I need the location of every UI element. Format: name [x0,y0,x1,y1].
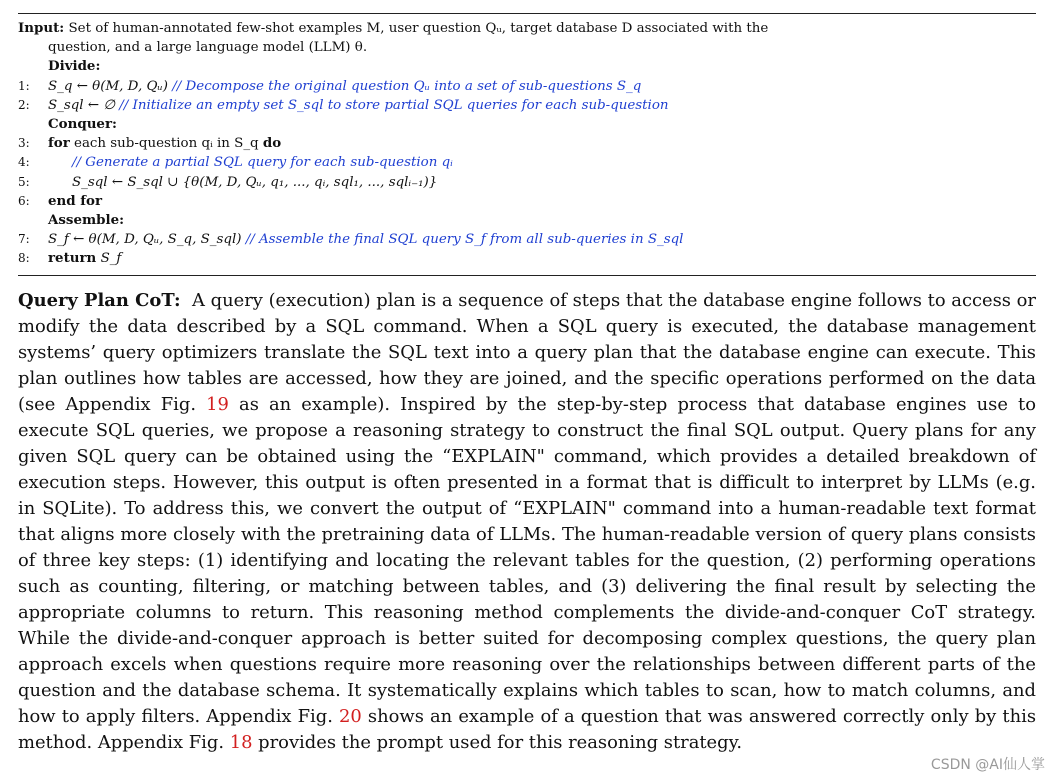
conquer-label: Conquer: [48,115,117,132]
paragraph-text-2: as an example). Inspired by the step-by-step process that database engines use to execute SQL queries, we propose a reasoning strategy to construct the final SQL output. Query plans for any given SQL query can be obtained using the “EXPLAIN" command, which provides a detailed breakdown of execution steps. However, this output is often presented in a format that is difficult to interpret by LLMs (e.g. in SQLite). To address this, we convert the output of “EXPLAIN" command into a human-readable text format that aligns more closely with the pretraining data of LLMs. The human-readable version of query plans consists of three key steps: (1) identifying and locating the relevant tables for the question, (2) performing operations such as counting, filtering, or matching between tables, and (3) delivering the final result by selecting the appropriate columns to return. This reasoning method complements the divide-and-conquer CoT strategy. While the divide-and-conquer approach is better suited for decomposing complex questions, the query plan approach excels when questions require more reasoning over the relationships between different parts of the question and the database schema. It systematically explains which tables to scan, how to match columns, and how to apply filters. Appendix Fig. [18,394,1037,727]
paragraph-text-1: A query (execution) plan is a sequence of steps that the database engine follows to access or modify the data described by a SQL command. When a SQL query is executed, the database management systems’ query optimizers translate the SQL text into a query plan that the database engine can execute. This plan outlines how tables are accessed, how they are joined, and the specific operations performed on the data (see Appendix Fig. [18,290,1036,415]
figure-ref-18[interactable]: 18 [229,732,253,753]
algorithm-line-5 [18,173,1028,192]
line-code: each sub-question qᵢ in S_q [74,136,259,152]
conquer-heading [18,115,1028,134]
algorithm-input-line [18,19,1028,38]
algorithm-line-3 [18,134,1028,153]
keyword-end-for: end for [48,192,103,209]
paragraph-text-4: provides the prompt used for this reasoning strategy. [258,732,743,753]
keyword-return: return [48,250,97,267]
algorithm-line-1 [18,77,1028,96]
line-number: 4: [18,155,30,170]
input-text-cont: question, and a large language model (LLM) θ. [48,40,368,56]
paragraph-heading: Query Plan CoT: [18,290,181,311]
assemble-heading [18,211,1028,230]
bottom-rule [18,275,1036,276]
top-rule [18,13,1036,14]
line-comment: // Generate a partial SQL query for each sub-question qᵢ [72,155,453,171]
line-comment: // Decompose the original question Qᵤ into a set of sub-questions S_q [172,78,642,94]
input-label: Input: [18,20,65,36]
line-number: 3: [18,136,30,151]
figure-ref-19[interactable]: 19 [206,394,229,415]
algorithm-input-cont [18,38,1028,57]
line-comment: // Initialize an empty set S_sql to store partial SQL queries for each sub-question [119,97,669,113]
algorithm-block [18,19,1028,268]
line-number: 6: [18,193,30,208]
query-plan-paragraph [18,288,1036,756]
input-text: Set of human-annotated few-shot examples M, user question Qᵤ, target database D associated with the [68,21,769,36]
paragraph-text-3: shows an example of a question that was answered correctly only by this method. Appendix Fig. [18,706,1037,753]
algorithm-line-6 [18,192,1028,211]
divide-label: Divide: [48,58,101,75]
algorithm-line-8 [18,249,1028,268]
line-code: S_sql ← ∅ [48,97,115,113]
algorithm-line-7 [18,230,1028,249]
divide-heading [18,57,1028,76]
line-number: 5: [18,174,30,189]
algorithm-line-2 [18,96,1028,115]
line-number: 8: [18,251,30,266]
keyword-for: for [48,135,70,152]
algorithm-line-4 [18,153,1028,172]
assemble-label: Assemble: [48,211,125,228]
line-code: S_f [100,251,122,267]
line-number: 1: [18,78,30,93]
line-number: 7: [18,232,30,247]
line-code: S_sql ← S_sql ∪ {θ(M, D, Qᵤ, q₁, ..., qᵢ, sql₁, ..., sqlᵢ₋₁)} [72,174,438,190]
watermark: CSDN @AI仙人掌 [930,757,1045,773]
line-number: 2: [18,97,30,112]
line-code: S_f ← θ(M, D, Qᵤ, S_q, S_sql) [48,232,242,248]
figure-ref-20[interactable]: 20 [339,706,362,727]
line-code: S_q ← θ(M, D, Qᵤ) [48,78,168,94]
line-comment: // Assemble the final SQL query S_f from all sub-queries in S_sql [245,232,684,248]
keyword-do: do [262,135,282,152]
